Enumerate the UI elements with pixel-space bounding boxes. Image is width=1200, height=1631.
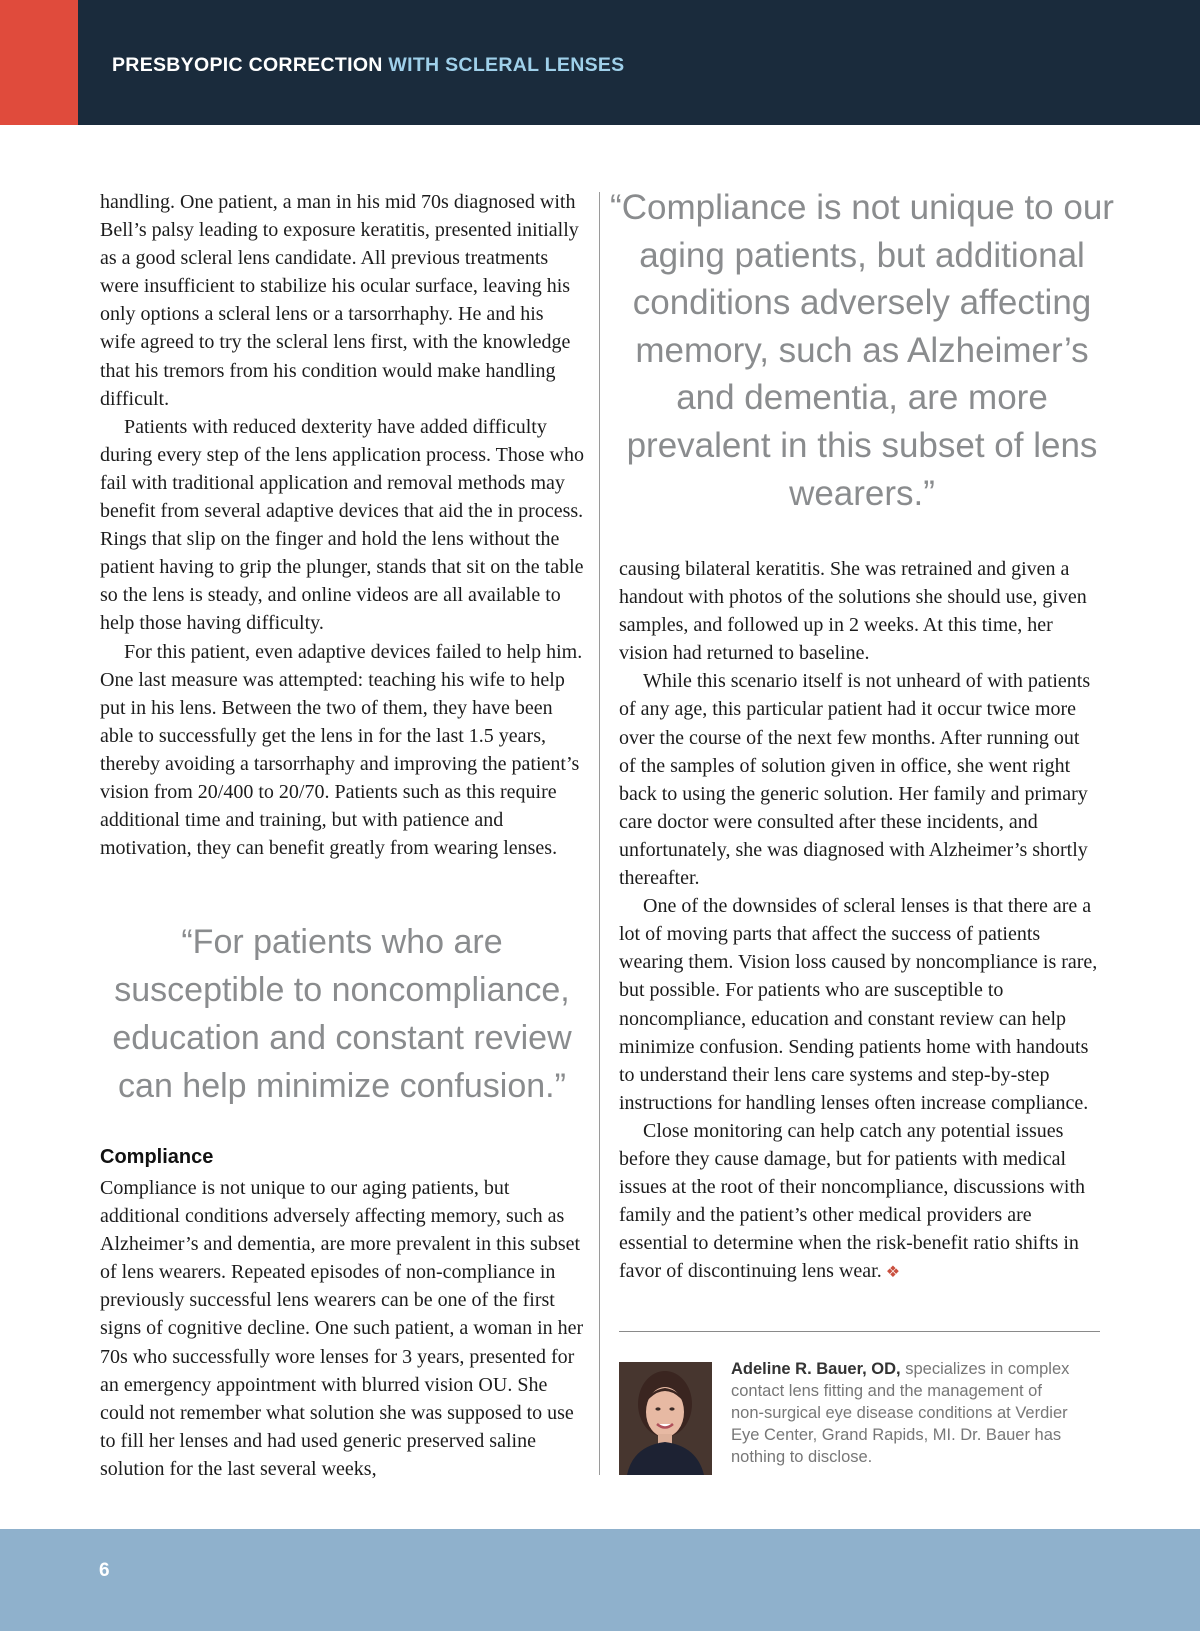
section-heading: Compliance — [100, 1146, 214, 1168]
column-divider — [599, 192, 600, 1475]
paragraph: For this patient, even adaptive devices failed to help him. One last measure was attempted: teaching his wife to help put in his lens. Between the two of them, they have been able to successfully get the lens in for the last 1.5 years, thereby avoiding a tarsorrhaphy and improving the patient’s vision from 20/400 to 20/70. Patients such as this require additional time and training, but with patience and motivation, they can benefit greatly from wearing lenses. — [100, 640, 583, 860]
page-footer — [0, 1529, 1200, 1631]
author-portrait-icon — [619, 1362, 712, 1475]
running-title — [112, 54, 625, 77]
paragraph-final — [619, 1117, 1099, 1288]
author-photo — [619, 1362, 712, 1475]
pull-quote-left: “For patients who are susceptible to noncompliance, education and constant review can help minimize confusion.” — [112, 923, 572, 1105]
running-title-highlight: WITH SCLERAL LENSES — [388, 54, 625, 76]
left-column-text — [100, 188, 584, 862]
author-bio — [731, 1358, 1076, 1468]
page-header — [0, 0, 1200, 125]
paragraph: Patients with reduced dexterity have added difficulty during every step of the lens application process. Those who fail with traditional application and removal methods may benefit from several adaptive devices that aid the in process. Rings that slip on the finger and hold the lens without the patient having to grip the plunger, stands that sit on the table so the lens is steady, and online videos are all available to help those having difficulty. — [100, 415, 584, 635]
paragraph: causing bilateral keratitis. She was retrained and given a handout with photos of the solutions she should use, given samples, and followed up in 2 weeks. At this time, her vision had returned to baseline. — [619, 558, 1087, 665]
paragraph: handling. One patient, a man in his mid 70s diagnosed with Bell’s palsy leading to exposure keratitis, presented initially as a good scleral lens candidate. All previous treatments were insufficient to stabilize his ocular surface, leaving his only options a scleral lens or a tarsorrhaphy. He and his wife agreed to try the scleral lens first, with the knowledge that his tremors from his condition would make handling difficult. — [100, 191, 579, 410]
compliance-section-text — [100, 1174, 584, 1483]
author-name: Adeline R. Bauer, OD, — [731, 1360, 901, 1378]
final-paragraph-text: Close monitoring can help catch any potential issues before they cause damage, but for patients with medical issues at the root of their noncompliance, discussions with family and the patient’s other medical providers are essential to determine when the risk-benefit ratio shifts in favor of discontinuing lens wear. — [619, 1119, 1086, 1283]
author-bio-text: specializes in complex contact lens fitting and the management of non-surgical eye disease conditions at Verdier Eye Center, Grand Rapids, MI. Dr. Bauer has nothing to disclose. — [731, 1360, 1070, 1466]
page-number: 6 — [99, 1560, 110, 1581]
end-mark-icon: ❖ — [885, 1264, 901, 1282]
header-accent-bar — [0, 0, 78, 125]
bio-divider — [619, 1331, 1100, 1332]
running-title-main: PRESBYOPIC CORRECTION — [112, 54, 383, 76]
pull-quote-right: “Compliance is not unique to our aging patients, but additional conditions adversely affecting memory, such as Alzheimer’s and dementia, are more prevalent in this subset of lens wearers.” — [610, 188, 1114, 513]
paragraph: While this scenario itself is not unheard of with patients of any age, this particular patient had it occur twice more over the course of the next few months. After running out of the samples of solution given in office, she went right back to using the generic solution. Her family and primary care doctor were consulted after these incidents, and unfortunately, she was diagnosed with Alzheimer’s shortly thereafter. — [619, 670, 1091, 890]
paragraph: One of the downsides of scleral lenses is that there are a lot of moving parts that affect the success of patients wearing them. Vision loss caused by noncompliance is rare, but possible. For patients who are susceptible to noncompliance, education and constant review can help minimize confusion. Sending patients home with handouts to understand their lens care systems and step-by-step instructions for handling lenses often increase compliance. — [619, 895, 1098, 1114]
paragraph: Compliance is not unique to our aging patients, but additional conditions adversely affecting memory, such as Alzheimer’s and dementia, are more prevalent in this subset of lens wearers. Repeated episodes of non-compliance in previously successful lens wearers can be one of the first signs of cognitive decline. One such patient, a woman in her 70s who successfully wore lenses for 3 years, presented for an emergency appointment with blurred vision OU. She could not remember what solution she was supposed to use to fill her lenses and had used generic preserved saline solution for the last several weeks, — [100, 1177, 584, 1480]
right-column-text — [619, 555, 1099, 1287]
